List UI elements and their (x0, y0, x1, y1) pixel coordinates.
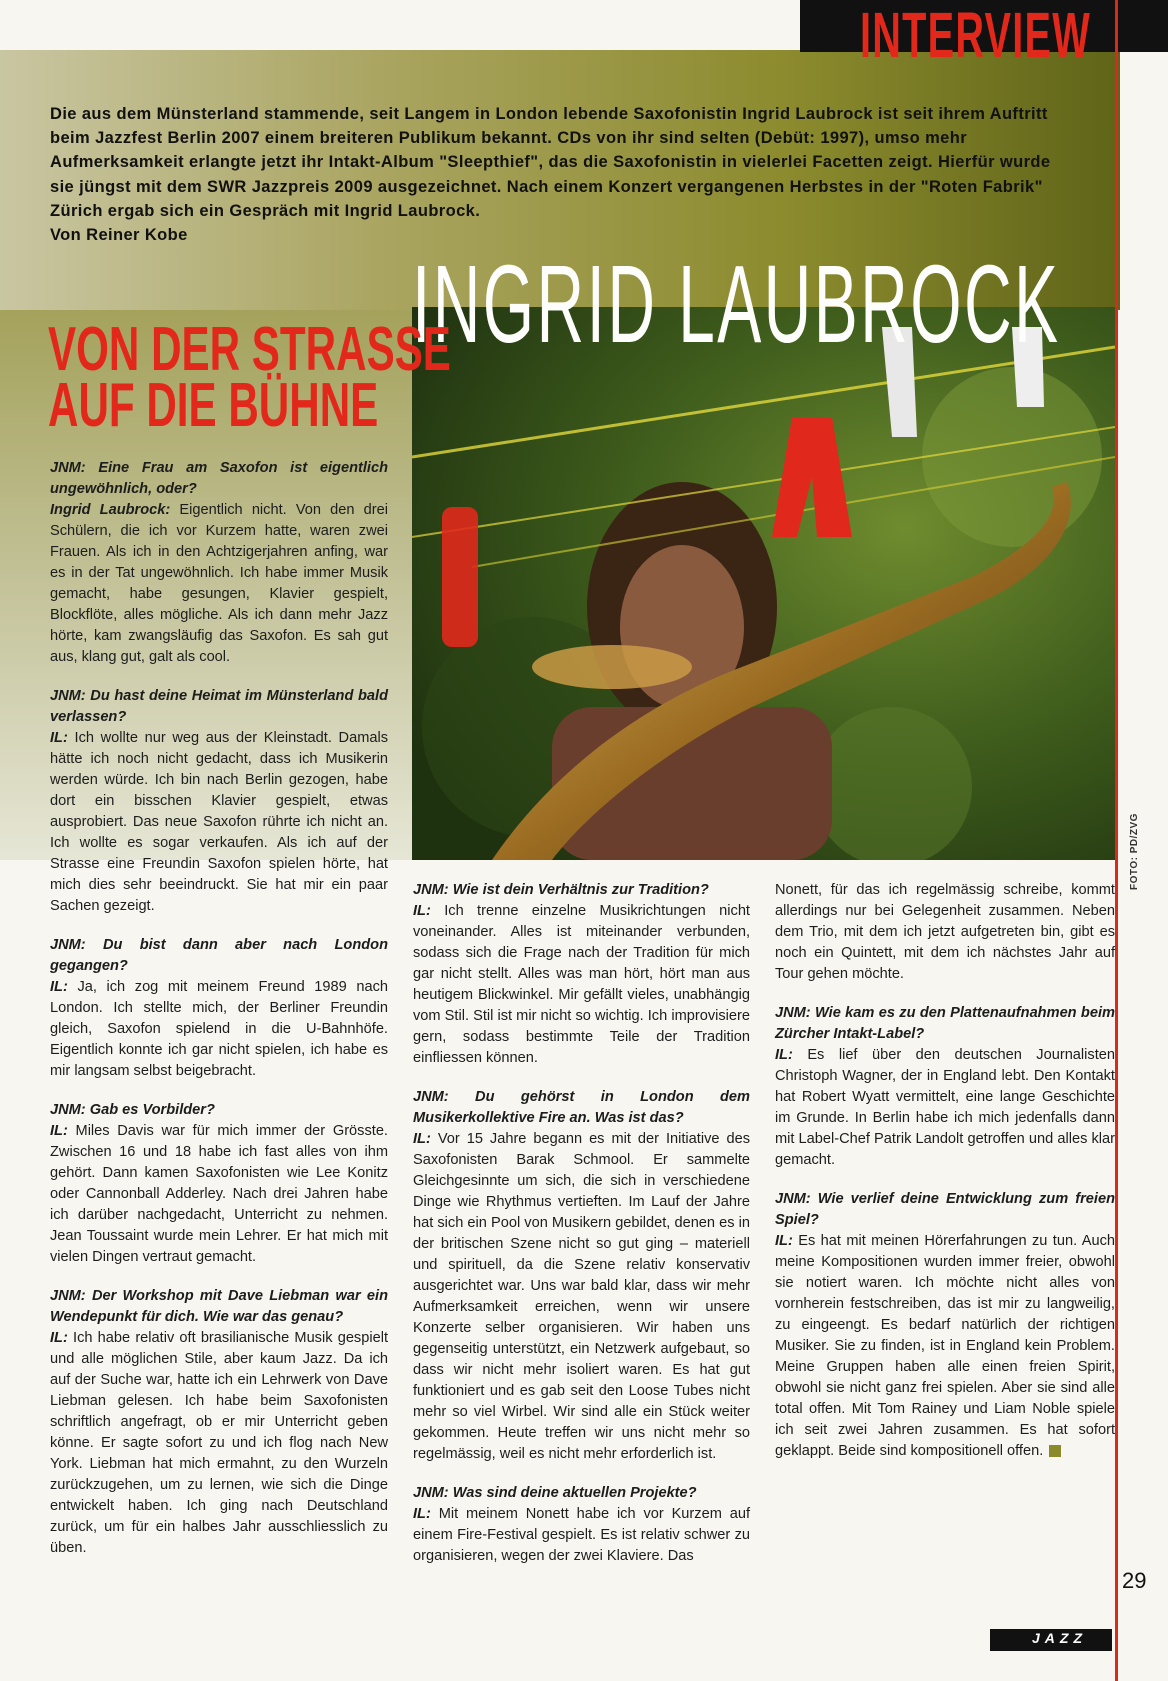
speaker: IL: (413, 1506, 431, 1522)
lead-text: Die aus dem Münsterland stammende, seit Langem in London lebende Saxofonistin Ingrid Laubrock ist seit ihrem Auftritt beim Jazzfest Berlin 2007 einem breiteren Publikum bekannt. CDs von ihr sind selten (Debüt: 1997), umso mehr Aufmerksamkeit erlangte jetzt ihr Intakt-Album "Sleepthief", das die Saxofonistin in vielerlei Facetten zeigt. Hierfür wurde sie jüngst mit dem SWR Jazzpreis 2009 ausgezeichnet. Nach einem Konzert vergangenen Herbstes in der "Roten Fabrik" Zürich ergab sich ein Gespräch mit Ingrid Laubrock. (50, 105, 1051, 220)
answer: Ich habe relativ oft brasilianische Musik gespielt und alle möglichen Stile, aber kaum Jazz. Da ich auf der Suche war, hatte ich ein Lehrwerk von Dave Liebman gelesen. Ich habe beim Saxofonisten schriftlich angefragt, ob er mir Unterricht geben könne. Er sagte sofort zu und ich flog nach New York. Liebman hat mich ermahnt, zu den Wurzeln zurückzugehen, um zu lernen, wie sich die Dinge entwickelt haben. Ich ging nach Deutschland zurück, um für ein halbes Jahr ausschliesslich zu üben. (50, 1330, 388, 1556)
vertical-red-rule (1115, 0, 1118, 1681)
column-2 (413, 880, 750, 1585)
question: JNM: Du gehörst in London dem Musikerkollektive Fire an. Was ist das? (413, 1089, 750, 1126)
interview-block (413, 1087, 750, 1465)
headline-line-1: VON DER STRASSE (48, 315, 451, 384)
headline-subtitle (48, 315, 451, 440)
footer-label: JAZZ (1032, 1630, 1087, 1646)
byline: Von Reiner Kobe (50, 226, 188, 245)
interview-block (775, 1189, 1115, 1462)
speaker: IL: (413, 1131, 431, 1147)
speaker: IL: (775, 1233, 793, 1249)
interview-block (775, 1003, 1115, 1171)
interview-block (413, 880, 750, 1069)
headline-name: INGRID LAUBROCK (412, 243, 1061, 366)
question: JNM: Wie kam es zu den Plattenaufnahmen beim Zürcher Intakt-Label? (775, 1005, 1115, 1042)
answer: Es hat mit meinen Hörerfahrungen zu tun. Auch meine Kompositionen wurden immer freier, obwohl sie notiert waren. Ich möchte nicht alles von vornherein festschreiben, das ist mir zu langweilig, zu eingeengt. Es bedarf natürlich der richtigen Musiker. Sie zu finden, ist in England kein Problem. Meine Gruppen haben alle einen freien Spirit, obwohl sie nicht ganz frei spielen. Aber sie sind alle total offen. Mit Tom Rainey und Liam Noble spiele ich seit zwei Jahren zusammen. Es hat sofort geklappt. Beide sind kompositionell offen. (775, 1233, 1115, 1459)
question: JNM: Wie ist dein Verhältnis zur Tradition? (413, 882, 709, 898)
red-clothespin-blurred (442, 507, 478, 647)
answer: Eigentlich nicht. Von den drei Schülern, die ich vor Kurzem hatte, waren zwei Frauen. Als ich in den Achtzigerjahren anfing, war es in der Tat ungewöhnlich. Ich habe immer Musik gemacht, habe gesungen, Klavier gespielt, Blockflöte, alles mögliche. Als ich dann mehr Jazz hörte, kam zwangsläufig das Saxofon. Es sah gut aus, klang gut, galt als cool. (50, 502, 388, 665)
speaker: IL: (50, 730, 68, 746)
answer: Ich wollte nur weg aus der Kleinstadt. Damals hätte ich noch nicht gedacht, dass ich Musikerin werden würde. Ich bin nach Berlin gezogen, habe dort ein bisschen Klavier gespielt, etwas ausprobiert. Das neue Saxofon rührte ich nicht an. Ich wollte es sogar verkaufen. Als ich auf der Strasse eine Freundin Saxofon spielen hörte, hat mich dies sehr beeindruckt. Sie hat mir ein paar Sachen gezeigt. (50, 730, 388, 914)
page-number: 29 (1122, 1568, 1147, 1593)
answer: Es lief über den deutschen Journalisten Christoph Wagner, der in England lebt. Den Kontakt hat Robert Wyatt vermittelt, eine lange Geschichte im Grunde. In Berlin habe ich mich jedenfalls dann mit Label-Chef Patrik Landolt getroffen und alles klar gemacht. (775, 1047, 1115, 1168)
interview-block (413, 1483, 750, 1567)
interview-block (50, 935, 388, 1082)
saxophonist-photo (412, 307, 1115, 860)
photo-credit: FOTO: PD/ZVG (1129, 813, 1140, 890)
answer: Ich trenne einzelne Musikrichtungen nicht voneinander. Alles ist miteinander verbunden, sodass sich die Frage nach der Tradition für mich gar nicht stellt. Alles was man hört, hört man aus heutigem Blickwinkel. Mir gefällt vieles, unabhängig vom Stil. Stil ist mir nicht so wichtig. Ich improvisiere gern, sodass bestimmte Teile der Tradition einfliessen können. (413, 903, 750, 1066)
speaker: IL: (50, 1330, 68, 1346)
interview-block (50, 458, 388, 668)
answer: Miles Davis war für mich immer der Grösste. Zwischen 16 und 18 habe ich fast alles von ihm gehört. Dann kamen Saxofonisten wie Lee Konitz oder Cannonball Adderley. Nach drei Jahren habe ich darüber nachgedacht, Unterricht zu nehmen. Jean Toussaint wurde mein Lehrer. Er hat mich mit vielen Dingen vertraut gemacht. (50, 1123, 388, 1265)
question: JNM: Du bist dann aber nach London gegangen? (50, 937, 388, 974)
speaker: IL: (50, 1123, 68, 1139)
speaker: IL: (413, 903, 431, 919)
section-label: INTERVIEW (860, 0, 1091, 71)
question: JNM: Was sind deine aktuellen Projekte? (413, 1485, 697, 1501)
speaker: Ingrid Laubrock: (50, 502, 171, 518)
interview-block (50, 1286, 388, 1559)
speaker: IL: (50, 979, 68, 995)
answer: Vor 15 Jahre begann es mit der Initiative des Saxofonisten Barak Schmool. Er sammelte Gleichgesinnte um sich, die sich in verschiedene Dinge wie Rhythmus vertieften. Im Lauf der Jahre hat sich ein Pool von Musikern gebildet, denen es in der britischen Szene nicht so gut ging – materiell und spirituell, da die Szene relativ konservativ ausgerichtet war. Uns war bald klar, dass wir mehr Aufmerksamkeit erreichen, wenn wir unsere Konzerte selber organisieren. Wir haben uns gegenseitig unterstützt, ein Netzwerk aufgebaut, so dass wir nicht mehr isoliert waren. Es hat gut funktioniert und es gab seit den Loose Tubes nicht mehr so viel Wirbel. Wir sind alle ein Stück weiter gekommen. Heute treffen wir uns nicht mehr so regelmässig, weil es nicht mehr erforderlich ist. (413, 1131, 750, 1462)
question: JNM: Wie verlief deine Entwicklung zum freien Spiel? (775, 1191, 1115, 1228)
interview-block (50, 1100, 388, 1268)
question: JNM: Eine Frau am Saxofon ist eigentlich ungewöhnlich, oder? (50, 460, 388, 497)
interview-block (775, 880, 1115, 985)
column-1 (50, 458, 388, 1577)
lead-paragraph (50, 102, 1070, 247)
column-3 (775, 880, 1115, 1480)
answer: Nonett, für das ich regelmässig schreibe, kommt allerdings nur bei Gelegenheit zusammen. Neben dem Trio, mit dem ich jetzt aufgetreten bin, gibt es noch ein Quintett, mit dem ich nächstes Jahr auf Tour gehen möchte. (775, 882, 1115, 982)
question: JNM: Gab es Vorbilder? (50, 1102, 215, 1118)
speaker: IL: (775, 1047, 793, 1063)
end-mark-icon (1049, 1445, 1061, 1457)
answer: Mit meinem Nonett habe ich vor Kurzem auf einem Fire-Festival gespielt. Es ist relativ schwer zu organisieren, wegen der zwei Klaviere. Das (413, 1506, 750, 1564)
headline-line-2: AUF DIE BÜHNE (48, 371, 379, 440)
answer: Ja, ich zog mit meinem Freund 1989 nach London. Ich stellte mich, der Berliner Freundin gleich, Saxofon spielend in die U-Bahnhöfe. Eigentlich konnte ich gar nicht spielen, ich habe es mir langsam selbst beigebracht. (50, 979, 388, 1079)
question: JNM: Du hast deine Heimat im Münsterland bald verlassen? (50, 688, 388, 725)
question: JNM: Der Workshop mit Dave Liebman war ein Wendepunkt für dich. Wie war das genau? (50, 1288, 388, 1325)
interview-block (50, 686, 388, 917)
